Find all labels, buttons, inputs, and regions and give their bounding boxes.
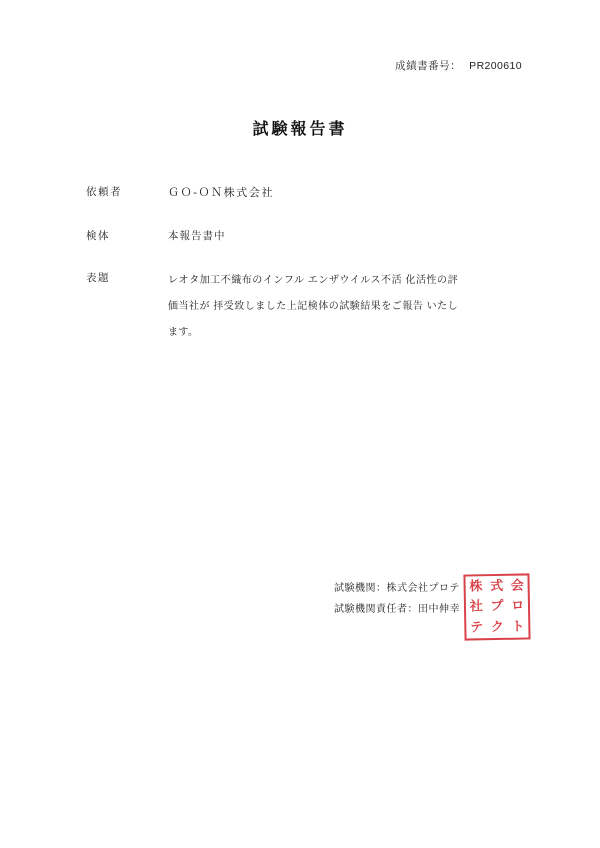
field-client-value: ＧＯ-ＯＮ株式会社 xyxy=(168,187,275,199)
seal-char: ト xyxy=(511,619,525,635)
footer-institution-block xyxy=(334,578,460,620)
field-sample-label: 検体 xyxy=(86,230,110,242)
report-number xyxy=(395,58,522,73)
manager-line: 試験機関責任者：田中伸幸 xyxy=(334,604,460,615)
seal-char: 会 xyxy=(510,578,524,594)
field-sample-value: 本報告書中 xyxy=(168,230,226,242)
seal-char: 社 xyxy=(469,599,483,615)
seal-char: 株 xyxy=(469,579,483,595)
institution-line: 試験機関：株式会社プロテ xyxy=(334,583,460,594)
seal-char: 式 xyxy=(489,578,504,594)
page-title: 試験報告書 xyxy=(252,121,348,138)
subject-body-text: レオタ加工不織布のインフル エンザウイルス不活 化活性の評価当社が 拝受致しました上記検体の試験結果をご報告 いたします。 xyxy=(168,275,458,338)
seal-char: ロ xyxy=(511,599,525,615)
seal-char: テ xyxy=(470,620,484,636)
field-subject-label: 表題 xyxy=(86,272,110,284)
report-number-label: 成績書番号： xyxy=(395,60,462,72)
seal-char: ク xyxy=(490,620,504,636)
report-number-value: PR200610 xyxy=(469,60,522,72)
field-client-label: 依頼者 xyxy=(86,186,122,198)
seal-char: プ xyxy=(490,599,504,615)
company-seal-stamp xyxy=(463,573,530,640)
